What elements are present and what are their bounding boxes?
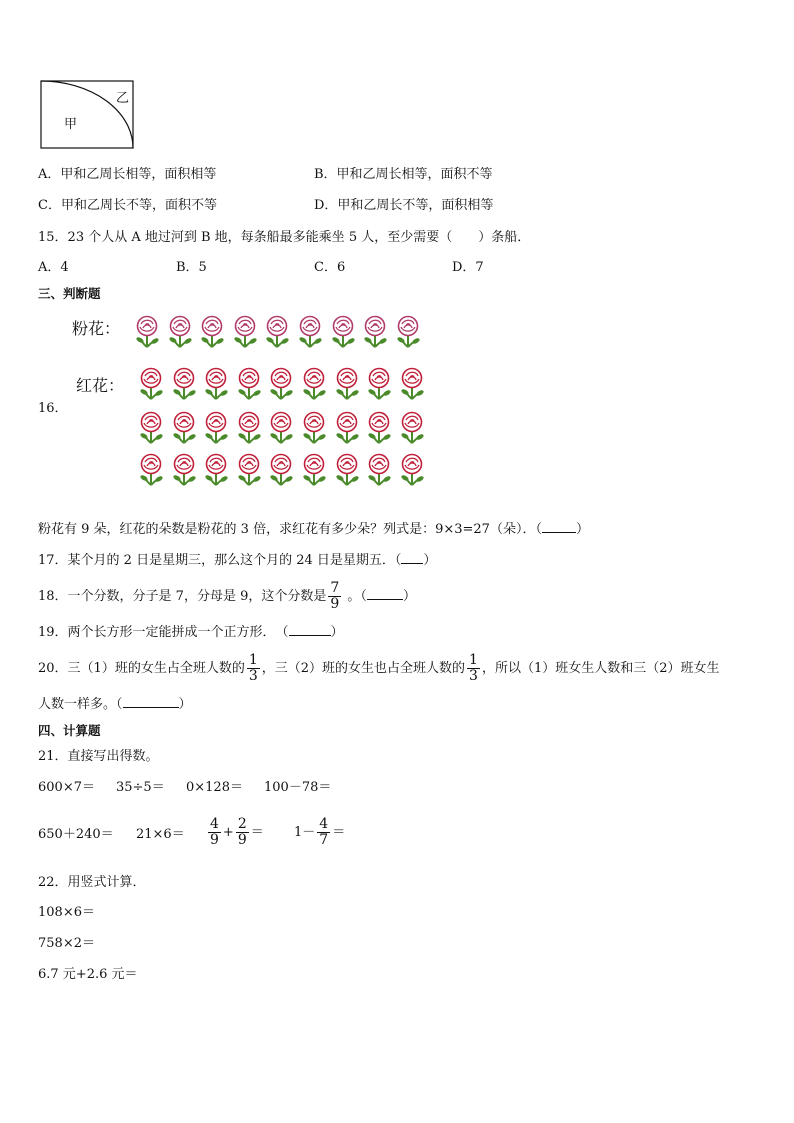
- red-rose-icon: [299, 366, 329, 400]
- q18-statement: 18．一个分数，分子是 7，分母是 9，这个分数是 $\frac{7}{9}$ 。（ ）: [38, 580, 416, 612]
- pink-rose-icon: [230, 314, 260, 348]
- red-rose-icon: [234, 410, 264, 444]
- q21-item: 100－78＝: [264, 780, 332, 795]
- red-rose-icon: [364, 452, 394, 486]
- q21-item: 600×7＝: [38, 780, 95, 795]
- answer-blank[interactable]: [289, 623, 331, 636]
- q15-stem: 15．23 个人从 A 地过河到 B 地，每条船最多能乘坐 5 人，至少需要（ ）条船．: [38, 230, 531, 245]
- red-rose-icon: [201, 410, 231, 444]
- region-label-jia: 甲: [64, 117, 78, 132]
- red-flowers-row-2: [136, 410, 427, 444]
- region-label-yi: 乙: [116, 91, 130, 106]
- q16-number: 16．: [38, 401, 68, 416]
- q21-item: 35÷5＝: [116, 780, 165, 795]
- pink-flowers-label: 粉花：: [72, 319, 121, 338]
- q16-statement: 粉花有 9 朵，红花的朵数是粉花的 3 倍，求红花有多少朵？列式是：9×3=27（朵）．（ ）: [38, 522, 589, 537]
- red-rose-icon: [169, 366, 199, 400]
- q15-option-b: B．5: [176, 260, 207, 275]
- red-rose-icon: [397, 366, 427, 400]
- pink-rose-icon: [393, 314, 423, 348]
- q14-option-c: C．甲和乙周长不等，面积不等: [38, 198, 217, 213]
- q22-item: 758×2＝: [38, 936, 95, 951]
- q14-option-b: B．甲和乙周长相等，面积不等: [314, 167, 493, 182]
- red-rose-icon: [397, 410, 427, 444]
- answer-blank[interactable]: [123, 695, 179, 708]
- red-rose-icon: [266, 410, 296, 444]
- q22-item: 6.7 元+2.6 元＝: [38, 967, 138, 982]
- q17-statement: 17．某个月的 2 日是星期三，那么这个月的 24 日是星期五．（ ）: [38, 553, 437, 568]
- fraction-7-9: $\frac{7}{9}$: [330, 580, 340, 612]
- red-flowers-label: 红花：: [76, 376, 125, 395]
- q22-stem: 22．用竖式计算．: [38, 875, 146, 890]
- red-rose-icon: [136, 410, 166, 444]
- pink-rose-icon: [360, 314, 390, 348]
- red-rose-icon: [201, 366, 231, 400]
- red-rose-icon: [332, 410, 362, 444]
- q20-line-1: 20．三（1）班的女生占全班人数的 $\frac{1}{3}$ ，三（2）班的女生也占全班人数的 $\frac{1}{3}$ ，所以（1）班女生人数和三（2）班女生: [38, 652, 720, 684]
- red-rose-icon: [364, 410, 394, 444]
- q21-item: 21×6＝: [136, 827, 185, 842]
- q19-statement: 19．两个长方形一定能拼成一个正方形． （ ）: [38, 625, 344, 640]
- red-flowers-row-1: [136, 366, 427, 400]
- section-3-title: 三、判断题: [38, 286, 101, 301]
- red-rose-icon: [234, 452, 264, 486]
- red-rose-icon: [266, 366, 296, 400]
- pink-rose-icon: [132, 314, 162, 348]
- red-rose-icon: [136, 452, 166, 486]
- red-rose-icon: [332, 366, 362, 400]
- red-rose-icon: [234, 366, 264, 400]
- q21-fraction-sum: $\frac{4}{9}$ + $\frac{2}{9}$ ＝: [210, 816, 264, 848]
- answer-blank[interactable]: [367, 587, 403, 600]
- q19-text: 19．两个长方形一定能拼成一个正方形． （: [38, 625, 289, 640]
- pink-rose-icon: [295, 314, 325, 348]
- q14-figure: [40, 80, 136, 150]
- pink-rose-icon: [197, 314, 227, 348]
- red-rose-icon: [299, 452, 329, 486]
- red-rose-icon: [332, 452, 362, 486]
- fraction-1-3: $\frac{1}{3}$: [469, 652, 478, 684]
- red-rose-icon: [201, 452, 231, 486]
- section-4-title: 四、计算题: [38, 723, 101, 738]
- red-rose-icon: [266, 452, 296, 486]
- q21-stem: 21．直接写出得数。: [38, 749, 159, 764]
- q15-option-c: C．6: [314, 260, 346, 275]
- q14-option-a: A．甲和乙周长相等，面积相等: [38, 167, 217, 182]
- q15-option-d: D．7: [452, 260, 484, 275]
- red-rose-icon: [169, 410, 199, 444]
- q17-text: 17．某个月的 2 日是星期三，那么这个月的 24 日是星期五．（: [38, 553, 402, 568]
- answer-blank[interactable]: [401, 551, 423, 564]
- q21-fraction-diff: 1－ $\frac{4}{7}$ ＝: [294, 816, 346, 848]
- red-rose-icon: [136, 366, 166, 400]
- q15-option-a: A．4: [38, 260, 69, 275]
- red-flowers-row-3: [136, 452, 427, 486]
- q18-text: 18．一个分数，分子是 7，分母是 9，这个分数是: [38, 589, 327, 604]
- q21-item: 0×128＝: [186, 780, 243, 795]
- pink-rose-icon: [328, 314, 358, 348]
- q16-text: 粉花有 9 朵，红花的朵数是粉花的 3 倍，求红花有多少朵？列式是：9×3=27（朵）．（: [38, 522, 542, 537]
- answer-blank[interactable]: [542, 520, 576, 533]
- q22-item: 108×6＝: [38, 905, 95, 920]
- pink-rose-icon: [165, 314, 195, 348]
- q20-line-2: 人数一样多。（ ）: [38, 697, 192, 712]
- red-rose-icon: [364, 366, 394, 400]
- pink-rose-icon: [262, 314, 292, 348]
- red-rose-icon: [169, 452, 199, 486]
- red-rose-icon: [299, 410, 329, 444]
- q14-option-d: D．甲和乙周长不等，面积相等: [314, 198, 494, 213]
- fraction-1-3: $\frac{1}{3}$: [248, 652, 258, 684]
- pink-flowers-row: [132, 314, 423, 348]
- q21-item: 650＋240＝: [38, 827, 114, 842]
- red-rose-icon: [397, 452, 427, 486]
